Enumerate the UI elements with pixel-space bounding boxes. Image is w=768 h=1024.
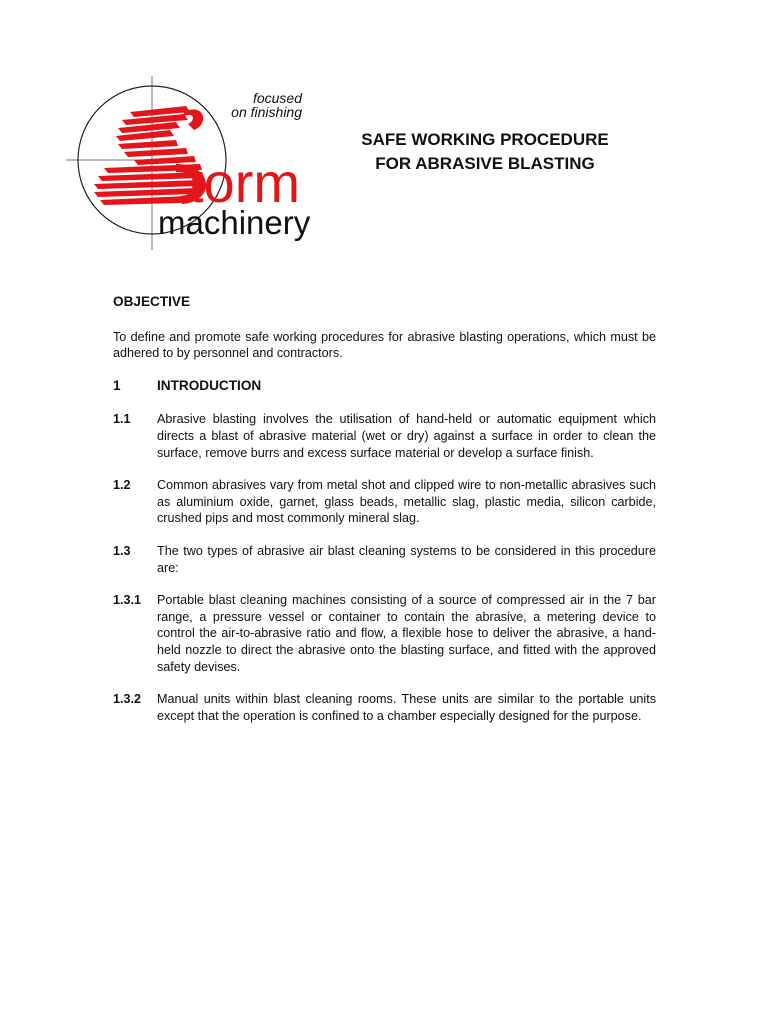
clause-number: 1.3.1: [113, 593, 142, 608]
title-line-1: SAFE WORKING PROCEDURE: [361, 130, 609, 149]
objective-text: To define and promote safe working procedures for abrasive blasting operations, which must be adhered to by personnel and contractors.: [113, 329, 656, 361]
clause-text: Manual units within blast cleaning rooms. These units are similar to the portable units except that the operation is confined to a chamber especially designed for the purpose.: [157, 692, 656, 723]
clause-text: Abrasive blasting involves the utilisation of hand-held or automatic equipment which directs a blast of abrasive material (wet or dry) against a surface in order to clean the surface, remove burrs and excess surface material or develop a surface finish.: [157, 412, 656, 460]
logo-brand-word: torm: [188, 151, 300, 214]
document-title: [330, 128, 640, 176]
clause-number: 1.3: [113, 543, 131, 558]
clause-text: Common abrasives vary from metal shot and clipped wire to non-metallic abrasives such as aluminium oxide, garnet, glass beads, metallic slag, plastic media, silicon carbide, crushed pips and most commonly mineral slag.: [157, 478, 656, 526]
clause-number: 1.2: [113, 478, 131, 493]
document-body: [113, 294, 656, 724]
section-number: 1: [113, 377, 121, 393]
clause-1-1: [113, 411, 656, 461]
objective-heading: OBJECTIVE: [113, 294, 191, 309]
clause-1-3-1: [113, 592, 656, 675]
clause-1-3: [113, 543, 656, 576]
clause-number: 1.1: [113, 412, 131, 427]
storm-machinery-logo: [64, 72, 314, 254]
clause-1-2: [113, 477, 656, 527]
clause-text: The two types of abrasive air blast cleaning systems to be considered in this procedure are:: [157, 543, 656, 575]
clause-number: 1.3.2: [113, 692, 142, 707]
logo-brand-sub: machinery: [158, 204, 311, 241]
clause-text: Portable blast cleaning machines consisting of a source of compressed air in the 7 bar range, a pressure vessel or container to contain the abrasive, a metering device to control the air-to-abrasive ratio and flow, a flexible hose to deliver the abrasive, a hand-held nozzle to direct the abrasive onto the blasting surface, and fitted with the approved safety devises.: [157, 593, 656, 674]
logo-graphic: [64, 72, 314, 254]
section-introduction-heading: [113, 378, 656, 395]
title-line-2: FOR ABRASIVE BLASTING: [375, 154, 595, 173]
logo-tagline-2: on finishing: [231, 104, 302, 120]
section-title: INTRODUCTION: [157, 377, 262, 393]
logo-tagline-1: focused: [252, 90, 302, 106]
clause-1-3-2: [113, 691, 656, 724]
